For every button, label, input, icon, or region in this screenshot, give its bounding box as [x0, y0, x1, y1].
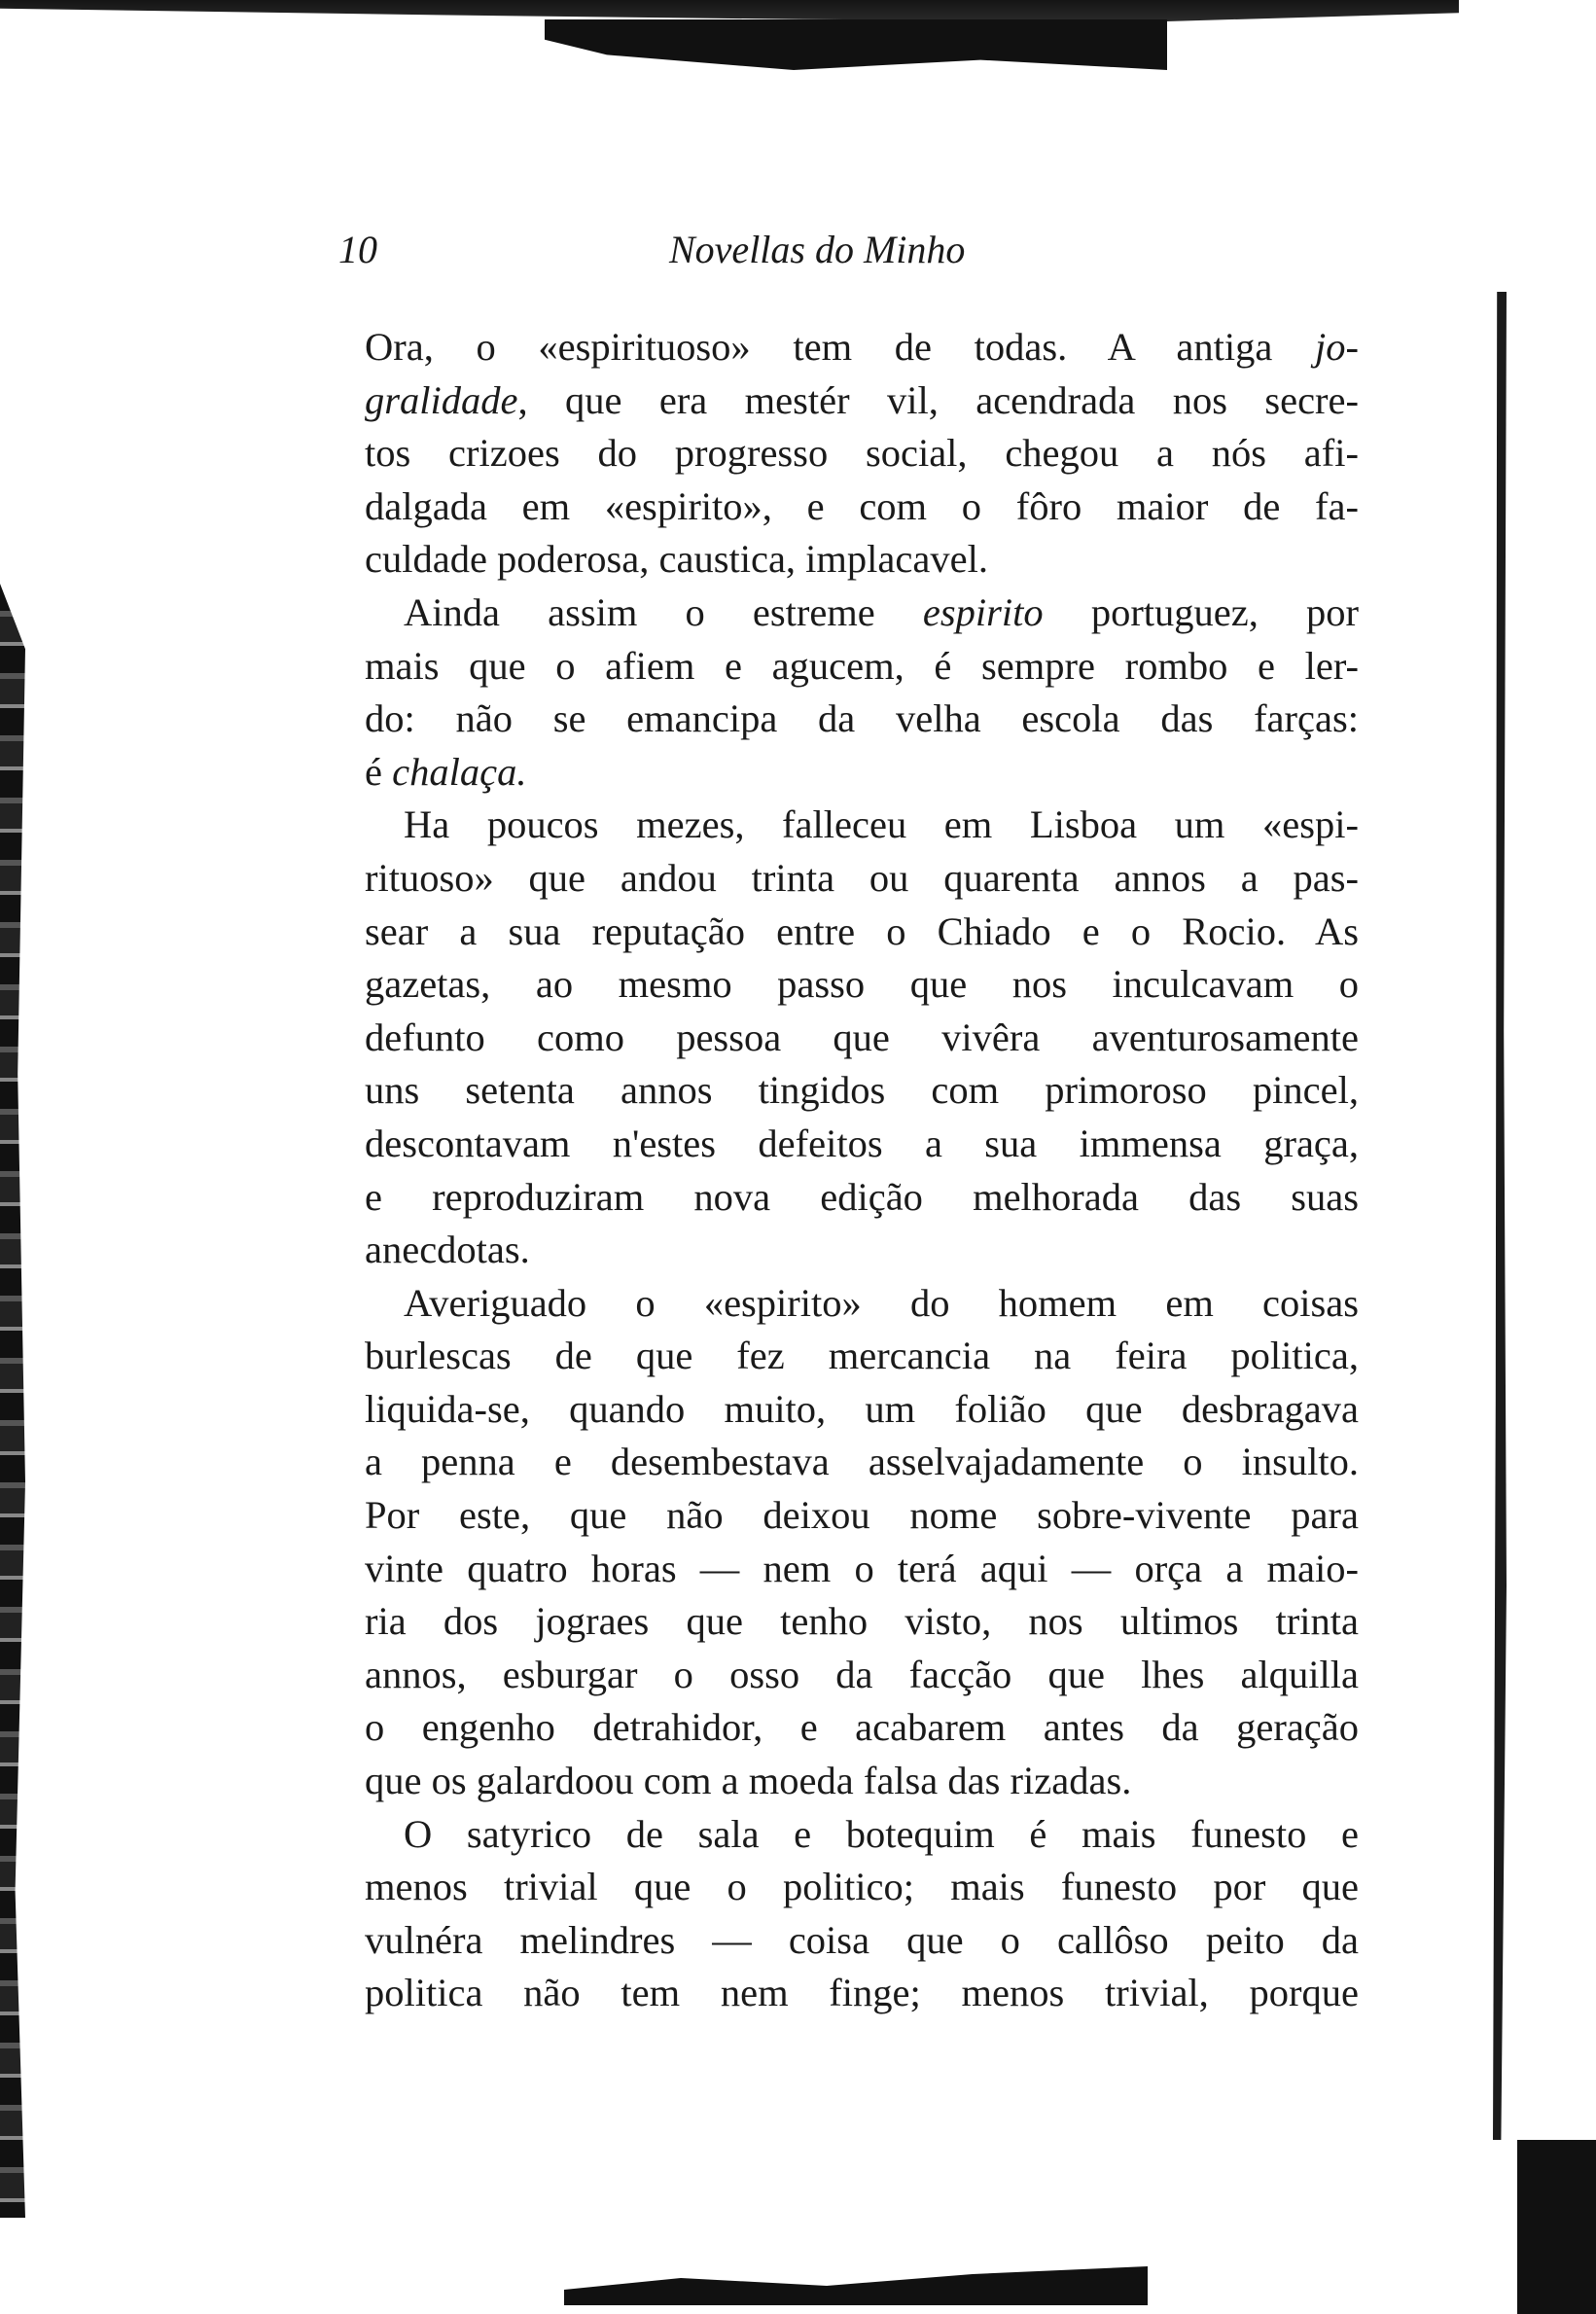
italic-span: espirito [922, 589, 1044, 634]
italic-span: chalaça. [392, 749, 527, 794]
text-line: uns setenta annos tingidos com primoroso pincel, [365, 1068, 1359, 1113]
scan-edge-top [0, 0, 1459, 21]
text-line [365, 746, 1359, 800]
text-line: mais que o afiem e agucem, é sempre rombo e ler- [365, 643, 1359, 688]
text-span: portuguez, por [1043, 589, 1359, 634]
text-line: politica não tem nem finge; menos trivial, porque [365, 1971, 1359, 2015]
page-number: 10 [338, 228, 377, 271]
text-line: annos, esburgar o osso da facção que lhes alquilla [365, 1652, 1359, 1696]
body-text [365, 321, 1359, 2020]
text-line: sear a sua reputação entre o Chiado e o Rocio. As [365, 908, 1359, 953]
text-line: e reproduziram nova edição melhorada das suas [365, 1174, 1359, 1219]
text-line: do: não se emancipa da velha escola das farças: [365, 696, 1359, 741]
text-line: vinte quatro horas — nem o terá aqui — orça a maio- [365, 1546, 1359, 1590]
running-title: Novellas do Minho [669, 228, 966, 271]
text-line: o engenho detrahidor, e acabarem antes da geração [365, 1705, 1359, 1750]
text-line: que os galardoou com a moeda falsa das rizadas. [365, 1759, 1132, 1803]
text-line: Por este, que não deixou nome sobre-vivente para [365, 1493, 1359, 1538]
text-line: vulnéra melindres — coisa que o callôso peito da [365, 1917, 1359, 1962]
text-line: defunto como pessoa que vivêra aventurosamente [365, 1015, 1359, 1059]
text-span: é [365, 749, 393, 794]
text-line: rituoso» que andou trinta ou quarenta annos a pas- [365, 855, 1359, 900]
text-line [365, 374, 1359, 428]
text-line [365, 587, 1359, 640]
text-line: anecdotas. [365, 1228, 530, 1272]
text-line: menos trivial que o politico; mais funesto por que [365, 1865, 1359, 1909]
text-line: burlescas de que fez mercancia na feira politica, [365, 1334, 1359, 1378]
italic-span: jo- [1315, 325, 1359, 369]
text-line: descontavam n'estes defeitos a sua immensa graça, [365, 1121, 1359, 1165]
scan-edge-left [0, 584, 25, 2218]
text-line: ria dos jograes que tenho visto, nos ultimos trinta [365, 1599, 1359, 1644]
page-header [338, 219, 1078, 287]
text-line: Ha poucos mezes, falleceu em Lisboa um «espi- [404, 802, 1359, 847]
text-line: liquida-se, quando muito, um folião que desbragava [365, 1386, 1359, 1431]
italic-span: gralidade [365, 377, 518, 422]
text-span: Ora, o «espirituoso» tem de todas. A antiga [365, 325, 1315, 369]
text-span: Ainda assim o estreme [404, 589, 923, 634]
scan-edge-right [1493, 292, 1507, 2140]
text-line: gazetas, ao mesmo passo que nos inculcavam o [365, 962, 1359, 1007]
text-line [365, 321, 1359, 374]
text-line: tos crizoes do progresso social, chegou a nós afi- [365, 431, 1359, 476]
text-line: a penna e desembestava asselvajadamente o insulto. [365, 1440, 1359, 1484]
text-line: culdade poderosa, caustica, implacavel. [365, 537, 988, 582]
scan-corner-bottom-right [1517, 2140, 1596, 2314]
text-line: O satyrico de sala e botequim é mais funesto e [404, 1811, 1359, 1856]
scan-band-bottom [564, 2266, 1148, 2305]
text-span: , que era mestér vil, acendrada nos secre- [517, 377, 1359, 422]
text-line: dalgada em «espirito», e com o fôro maior de fa- [365, 483, 1359, 528]
text-line: Averiguado o «espirito» do homem em coisas [404, 1280, 1359, 1325]
scan-band-top [545, 19, 1167, 70]
